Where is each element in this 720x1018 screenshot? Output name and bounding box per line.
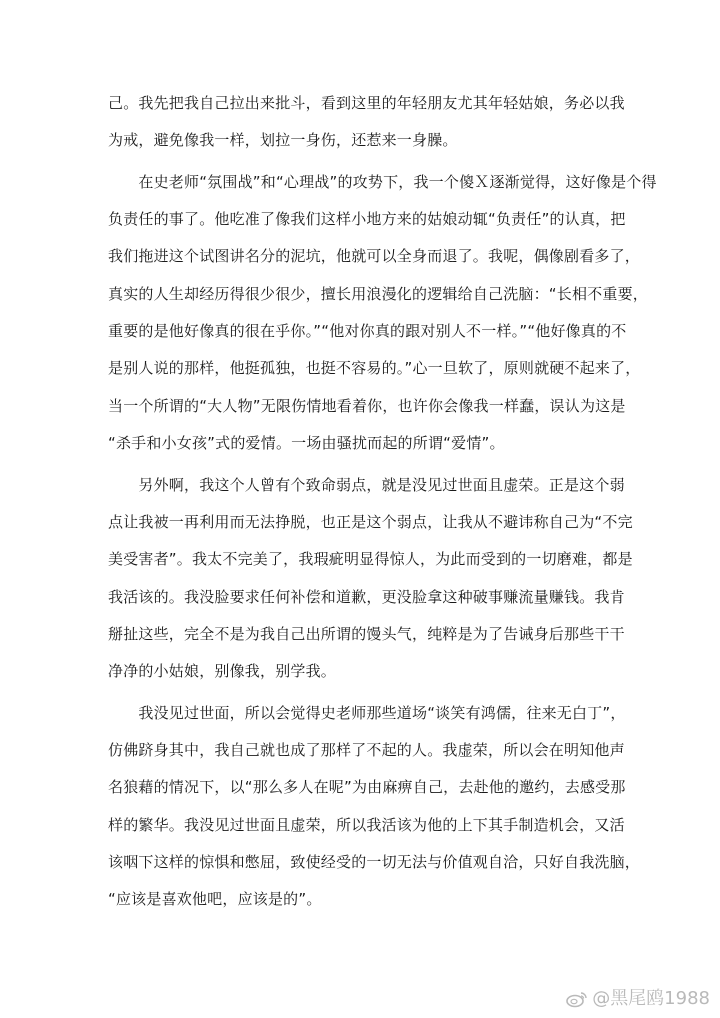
text-line: 仿佛跻身其中，我自己就也成了那样了不起的人。我虚荣，所以会在明知他声 xyxy=(108,741,625,759)
text-line: 负责任的事了。他吃准了像我们这样小地方来的姑娘动辄“负责任”的认真，把 xyxy=(108,210,626,228)
weibo-icon xyxy=(566,990,588,1008)
text-line: 我没见过世面，所以会觉得史老师那些道场“谈笑有鸿儒，往来无白丁”， xyxy=(108,704,626,722)
text-line: “应该是喜欢他吧，应该是的”。 xyxy=(108,890,322,908)
text-line: 点让我被一再利用而无法挣脱，也正是这个弱点，让我从不避讳称自己为“不完 xyxy=(108,513,633,531)
text-line: 当一个所谓的“大人物”无限伤情地看着你，也许你会像我一样蠢，误认为这是 xyxy=(108,397,626,415)
weibo-watermark xyxy=(566,988,710,1010)
text-line: 真实的人生却经历得很少很少，擅长用浪漫化的逻辑给自己洗脑：“长相不重要， xyxy=(108,285,648,303)
text-line: 样的繁华。我没见过世面且虚荣，所以我活该为他的上下其手制造机会，又活 xyxy=(108,816,625,834)
text-line: 是别人说的那样，他挺孤独，也挺不容易的。”心一旦软了，原则就硬不起来了， xyxy=(108,359,641,377)
text-line: 美受害者”。我太不完美了，我瑕疵明显得惊人，为此而受到的一切磨难，都是 xyxy=(108,550,633,568)
text-line: 为戒，避免像我一样，划拉一身伤，还惹来一身臊。 xyxy=(108,131,458,149)
text-line: 在史老师“氛围战”和“心理战”的攻势下，我一个傻Ｘ逐渐觉得，这好像是个得 xyxy=(108,173,657,191)
text-line: 己。我先把我自己拉出来批斗，看到这里的年轻朋友尤其年轻姑娘，务必以我 xyxy=(108,94,625,112)
text-line: 重要的是他好像真的很在乎你。”“他对你真的跟对别人不一样。”“他好像真的不 xyxy=(108,322,627,340)
watermark-text: @黑尾鸥1988 xyxy=(592,988,710,1009)
text-line: 名狼藉的情况下，以“那么多人在呢”为由麻痹自己，去赴他的邀约，去感受那 xyxy=(108,778,626,796)
text-line: 净净的小姑娘，别像我，别学我。 xyxy=(108,662,337,680)
text-line: 另外啊，我这个人曾有个致命弱点，就是没见过世面且虚荣。正是这个弱 xyxy=(108,476,625,494)
text-line: 我们拖进这个试图讲名分的泥坑，他就可以全身而退了。我呢，偶像剧看多了， xyxy=(108,247,641,265)
text-line: “杀手和小女孩”式的爱情。一场由骚扰而起的所谓“爱情”。 xyxy=(108,434,505,452)
text-line: 掰扯这些，完全不是为我自己出所谓的馒头气，纯粹是为了告诫身后那些干干 xyxy=(108,625,625,643)
text-line: 该咽下这样的惊惧和憋屈，致使经受的一切无法与价值观自洽，只好自我洗脑， xyxy=(108,853,641,871)
text-line: 我活该的。我没脸要求任何补偿和道歉，更没脸拿这种破事赚流量赚钱。我肯 xyxy=(108,588,625,606)
